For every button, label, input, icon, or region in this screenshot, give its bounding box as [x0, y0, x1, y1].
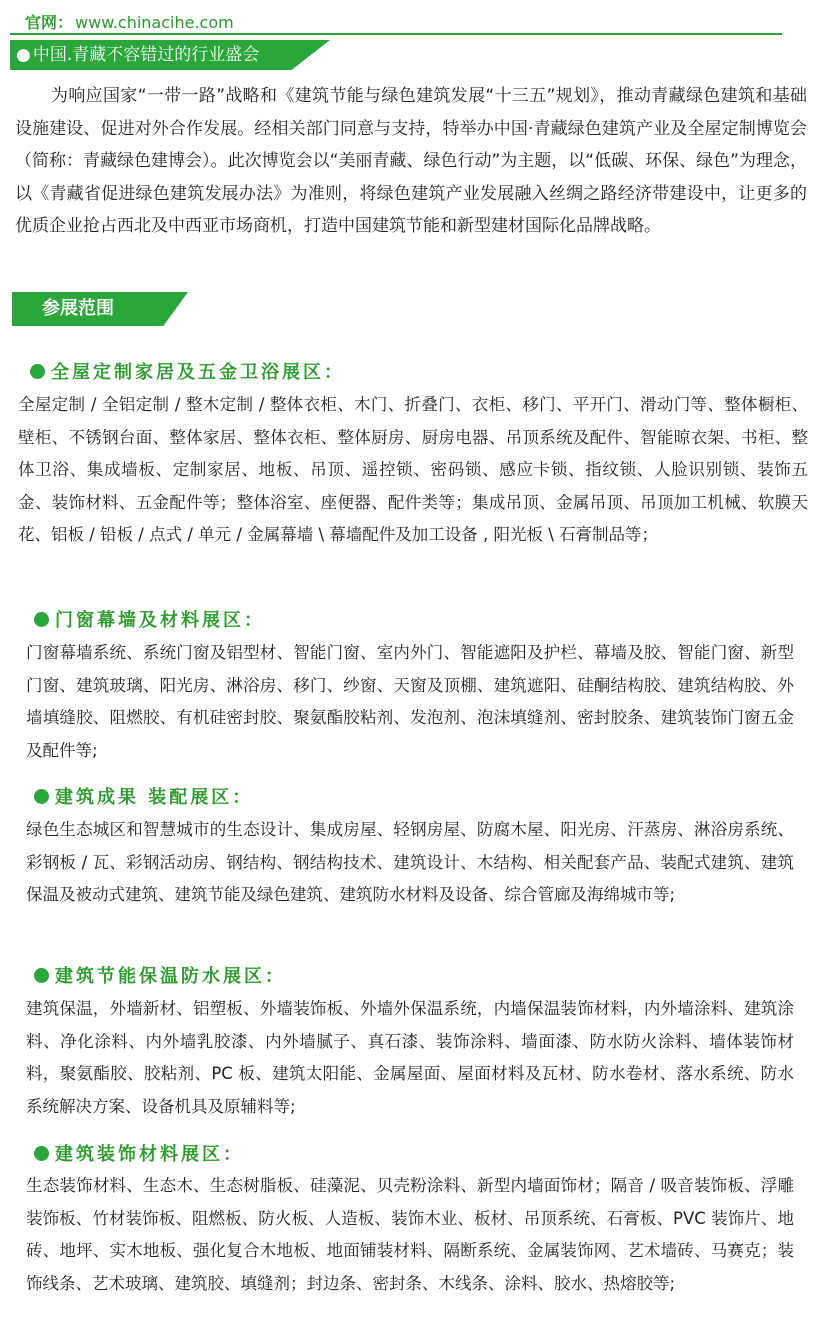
category-title-doors-windows: [34, 606, 265, 632]
bullet-icon: [34, 1146, 49, 1161]
banner: [10, 41, 259, 69]
site-header: [25, 10, 234, 33]
category-title-decoration-materials: [34, 1140, 244, 1166]
site-label: 官网：: [25, 13, 74, 32]
category-title-text: 建筑装饰材料展区：: [55, 1144, 244, 1165]
banner-bullet: ●: [16, 45, 31, 65]
header-divider: [10, 33, 782, 35]
category-body-decoration-materials: 生态装饰材料、生态木、生态树脂板、硅藻泥、贝壳粉涂料、新型内墙面饰材；隔音 / 吸音装饰板、浮雕装饰板、竹材装饰板、阻燃板、防火板、人造板、装饰木业、板材、吊顶系统、石膏板、PVC 装饰片、地砖、地坪、实木地板、强化复合木地板、地面铺装材料、隔断系统、金属装饰网、艺术墙砖、马赛克；装饰线条、艺术玻璃、建筑胶、填缝剂；封边条、密封条、木线条、涂料、胶水、热熔胶等;: [26, 1176, 794, 1293]
scope-section-title: 参展范围: [42, 298, 114, 319]
bullet-icon: [30, 364, 45, 379]
category-body-building-assembly: 绿色生态城区和智慧城市的生态设计、集成房屋、轻钢房屋、防腐木屋、阳光房、汗蒸房、淋浴房系统、彩钢板 / 瓦、彩钢活动房、钢结构、钢结构技术、建筑设计、木结构、相关配套产品、装配式建筑、建筑保温及被动式建筑、建筑节能及绿色建筑、建筑防水材料及设备、综合管廊及海绵城市等;: [26, 820, 794, 904]
category-title-text: 门窗幕墙及材料展区：: [55, 610, 265, 631]
category-body-doors-windows: 门窗幕墙系统、系统门窗及铝型材、智能门窗、室内外门、智能遮阳及护栏、幕墙及胶、智能门窗、新型门窗、建筑玻璃、阳光房、淋浴房、移门、纱窗、天窗及顶棚、建筑遮阳、硅酮结构胶、建筑结构胶、外墙填缝胶、阻燃胶、有机硅密封胶、聚氨酯胶粘剂、发泡剂、泡沫填缝剂、密封胶条、建筑装饰门窗五金及配件等;: [26, 643, 794, 760]
category-title-text: 全屋定制家居及五金卫浴展区：: [51, 362, 345, 383]
bullet-icon: [34, 612, 49, 627]
bullet-icon: [34, 789, 49, 804]
category-title-text: 建筑成果 装配展区：: [55, 787, 254, 808]
site-url-link[interactable]: www.chinacihe.com: [75, 13, 234, 32]
category-title-energy-insulation: [34, 962, 286, 988]
banner-title: 中国.青藏不容错过的行业盛会: [32, 45, 260, 65]
category-title-text: 建筑节能保温防水展区：: [55, 966, 286, 987]
bullet-icon: [34, 968, 49, 983]
intro-paragraph: 为响应国家“一带一路”战略和《建筑节能与绿色建筑发展“十三五”规划》，推动青藏绿色建筑和基础设施建设、促进对外合作发展。经相关部门同意与支持，特举办中国·青藏绿色建筑产业及全屋定制博览会（简称：青藏绿色建博会）。此次博览会以“美丽青藏、绿色行动”为主题，以“低碳、环保、绿色”为理念，以《青藏省促进绿色建筑发展办法》为准则，将绿色建筑产业发展融入丝绸之路经济带建设中，让更多的优质企业抢占西北及中西亚市场商机，打造中国建筑节能和新型建材国际化品牌战略。: [15, 86, 807, 237]
category-title-building-assembly: [34, 783, 253, 809]
category-body-energy-insulation: 建筑保温，外墙新材、铝塑板、外墙装饰板、外墙外保温系统，内墙保温装饰材料，内外墙涂料、建筑涂料、净化涂料、内外墙乳胶漆、内外墙腻子、真石漆、装饰涂料、墙面漆、防水防火涂料、墙体装饰材料，聚氨酯胶、胶粘剂、PC 板、建筑太阳能、金属屋面、屋面材料及瓦材、防水卷材、落水系统、防水系统解决方案、设备机具及原辅料等;: [26, 999, 794, 1116]
category-body-home-furnishing: 全屋定制 / 全铝定制 / 整木定制 / 整体衣柜、木门、折叠门、衣柜、移门、平开门、滑动门等、整体橱柜、壁柜、不锈钢台面、整体家居、整体衣柜、整体厨房、厨房电器、吊顶系统及配件、智能晾衣架、书柜、整体卫浴、集成墙板、定制家居、地板、吊顶、遥控锁、密码锁、感应卡锁、指纹锁、人脸识别锁、装饰五金、装饰材料、五金配件等；整体浴室、座便器、配件类等；集成吊顶、金属吊顶、吊顶加工机械、软膜天花、铝板 / 铅板 / 点式 / 单元 / 金属幕墙 \ 幕墙配件及加工设备 , 阳光板 \ 石膏制品等；: [18, 395, 808, 544]
category-title-home-furnishing: [30, 358, 345, 384]
